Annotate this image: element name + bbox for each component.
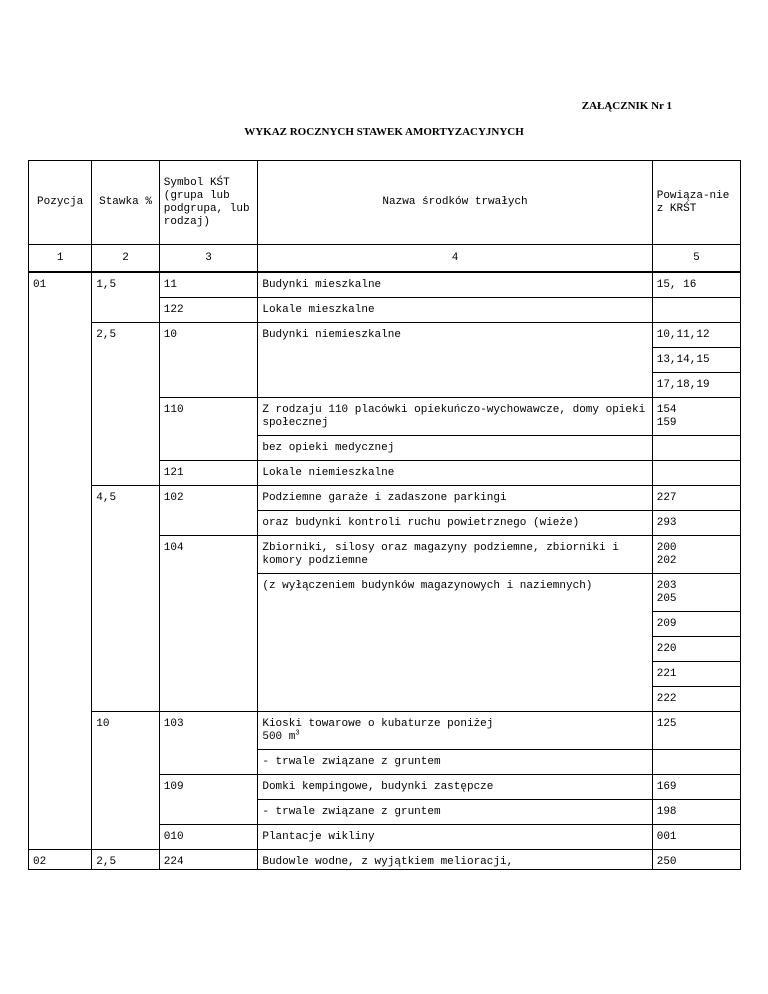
cell-powiazanie xyxy=(652,298,740,323)
table-row xyxy=(29,461,741,486)
table-row xyxy=(29,775,741,800)
cell-nazwa xyxy=(258,800,652,825)
cell-symbol xyxy=(159,486,258,511)
cell-text: 202 xyxy=(656,555,677,567)
table-row xyxy=(29,750,741,775)
cell-stawka xyxy=(92,662,159,687)
cell-stawka xyxy=(92,536,159,574)
table-row xyxy=(29,436,741,461)
cell-powiazanie xyxy=(652,825,740,850)
cell-pozycja xyxy=(29,637,92,662)
cell-symbol xyxy=(159,637,258,662)
cell-nazwa xyxy=(258,712,652,750)
cell-text: 17,18,19 xyxy=(656,379,710,391)
cell-powiazanie xyxy=(652,348,740,373)
cell-pozycja xyxy=(29,398,92,436)
cell-pozycja xyxy=(29,373,92,398)
cell-symbol xyxy=(159,712,258,750)
cell-text: 250 xyxy=(656,856,677,868)
cell-stawka xyxy=(92,373,159,398)
cell-text: Zbiorniki, silosy oraz magazyny podziemne, zbiorniki i komory podziemne xyxy=(262,542,619,567)
cell-powiazanie xyxy=(652,373,740,398)
cell-nazwa xyxy=(258,398,652,436)
cell-pozycja xyxy=(29,850,92,870)
cell-text-line2: 500 m xyxy=(262,731,296,743)
table-row xyxy=(29,486,741,511)
cell-stawka xyxy=(92,461,159,486)
cell-stawka xyxy=(92,436,159,461)
cell-nazwa xyxy=(258,436,652,461)
cell-text: Budynki niemieszkalne xyxy=(262,329,401,341)
cell-text: Plantacje wikliny xyxy=(262,831,375,843)
cell-text: 01 xyxy=(33,279,47,291)
cell-text: Podziemne garaże i zadaszone parkingi xyxy=(262,492,507,504)
cell-powiazanie xyxy=(652,637,740,662)
cell-stawka xyxy=(92,272,159,298)
cell-text: 121 xyxy=(163,467,184,479)
cell-text: 001 xyxy=(656,831,677,843)
cell-nazwa xyxy=(258,511,652,536)
header-powiazanie: Powiąza-nie z KRŚT xyxy=(652,161,740,245)
table-row xyxy=(29,712,741,750)
cell-pozycja xyxy=(29,486,92,511)
cell-text: 10 xyxy=(96,718,110,730)
cell-text: Budynki mieszkalne xyxy=(262,279,382,291)
cell-pozycja xyxy=(29,687,92,712)
cell-stawka xyxy=(92,712,159,750)
cell-stawka xyxy=(92,486,159,511)
cell-text: 2,5 xyxy=(96,856,117,868)
cell-text: 10,11,12 xyxy=(656,329,710,341)
cell-stawka xyxy=(92,323,159,348)
cell-symbol xyxy=(159,850,258,870)
cell-nazwa xyxy=(258,687,652,712)
cell-symbol xyxy=(159,662,258,687)
cell-symbol xyxy=(159,536,258,574)
cell-pozycja xyxy=(29,775,92,800)
cell-pozycja xyxy=(29,536,92,574)
cell-stawka xyxy=(92,612,159,637)
cell-powiazanie xyxy=(652,612,740,637)
cell-symbol xyxy=(159,298,258,323)
cell-nazwa xyxy=(258,750,652,775)
table-row xyxy=(29,511,741,536)
cell-powiazanie xyxy=(652,323,740,348)
cell-pozycja xyxy=(29,298,92,323)
cell-nazwa xyxy=(258,612,652,637)
cell-symbol xyxy=(159,775,258,800)
cell-text: 110 xyxy=(163,404,184,416)
cell-stawka xyxy=(92,775,159,800)
cell-powiazanie xyxy=(652,662,740,687)
cell-powiazanie xyxy=(652,712,740,750)
cell-text: 227 xyxy=(656,492,677,504)
header-symbol: Symbol KŚT (grupa lub podgrupa, lub rodzaj) xyxy=(159,161,258,245)
cell-powiazanie xyxy=(652,574,740,612)
cell-nazwa xyxy=(258,825,652,850)
cell-symbol xyxy=(159,825,258,850)
cell-nazwa xyxy=(258,323,652,348)
cell-stawka xyxy=(92,800,159,825)
cell-powiazanie xyxy=(652,775,740,800)
cell-text: 224 xyxy=(163,856,184,868)
cell-text: 103 xyxy=(163,718,184,730)
cell-nazwa xyxy=(258,486,652,511)
cell-symbol xyxy=(159,398,258,436)
cell-powiazanie xyxy=(652,436,740,461)
cell-text: - trwale związane z gruntem xyxy=(262,756,441,768)
superscript: 3 xyxy=(295,729,300,738)
table-row xyxy=(29,373,741,398)
cell-text: Lokale mieszkalne xyxy=(262,304,375,316)
column-number-5: 5 xyxy=(652,245,740,273)
table-row xyxy=(29,323,741,348)
cell-symbol xyxy=(159,461,258,486)
header-pozycja: Pozycja xyxy=(29,161,92,245)
cell-text: 125 xyxy=(656,718,677,730)
cell-text: 198 xyxy=(656,806,677,818)
cell-symbol xyxy=(159,373,258,398)
document-title-text: WYKAZ ROCZNYCH STAWEK AMORTYZACYJNYCH xyxy=(244,126,524,138)
cell-text: 200 xyxy=(656,542,677,554)
cell-powiazanie xyxy=(652,800,740,825)
cell-stawka xyxy=(92,348,159,373)
cell-pozycja xyxy=(29,511,92,536)
cell-text: 221 xyxy=(656,668,677,680)
table-row xyxy=(29,612,741,637)
cell-nazwa xyxy=(258,637,652,662)
table-row xyxy=(29,825,741,850)
column-number-1: 1 xyxy=(29,245,92,273)
cell-stawka xyxy=(92,850,159,870)
cell-text: 209 xyxy=(656,618,677,630)
annex-label: ZAŁĄCZNIK Nr 1 xyxy=(581,100,672,112)
cell-pozycja xyxy=(29,323,92,348)
cell-text: Budowle wodne, z wyjątkiem melioracji, xyxy=(262,856,514,868)
cell-text: 169 xyxy=(656,781,677,793)
cell-text: 154 xyxy=(656,404,677,416)
cell-text: 122 xyxy=(163,304,184,316)
column-number-row xyxy=(29,245,741,273)
cell-text: 159 xyxy=(656,417,677,429)
cell-powiazanie xyxy=(652,750,740,775)
header-row xyxy=(29,161,741,245)
table-row xyxy=(29,637,741,662)
cell-text: 1,5 xyxy=(96,279,117,291)
cell-powiazanie xyxy=(652,536,740,574)
cell-stawka xyxy=(92,398,159,436)
cell-text: 220 xyxy=(656,643,677,655)
cell-pozycja xyxy=(29,750,92,775)
cell-stawka xyxy=(92,574,159,612)
cell-text: 4,5 xyxy=(96,492,117,504)
column-number-3: 3 xyxy=(159,245,258,273)
cell-powiazanie xyxy=(652,850,740,870)
cell-nazwa xyxy=(258,373,652,398)
cell-symbol xyxy=(159,436,258,461)
table-row xyxy=(29,398,741,436)
cell-text: 15, 16 xyxy=(656,279,697,291)
cell-pozycja xyxy=(29,461,92,486)
column-number-4: 4 xyxy=(258,245,652,273)
cell-text: oraz budynki kontroli ruchu powietrznego (wieże) xyxy=(262,517,580,529)
cell-nazwa xyxy=(258,662,652,687)
cell-text: Z rodzaju 110 placówki opiekuńczo-wychowawcze, domy opieki społecznej xyxy=(262,404,646,429)
cell-text: 102 xyxy=(163,492,184,504)
cell-symbol xyxy=(159,612,258,637)
cell-stawka xyxy=(92,750,159,775)
table-row xyxy=(29,348,741,373)
cell-nazwa xyxy=(258,461,652,486)
cell-pozycja xyxy=(29,272,92,298)
cell-stawka xyxy=(92,825,159,850)
cell-powiazanie xyxy=(652,511,740,536)
cell-symbol xyxy=(159,687,258,712)
cell-pozycja xyxy=(29,436,92,461)
cell-text: 10 xyxy=(163,329,177,341)
table-row xyxy=(29,272,741,298)
cell-text: 109 xyxy=(163,781,184,793)
table-body xyxy=(29,272,741,870)
cell-text: 02 xyxy=(33,856,47,868)
cell-nazwa xyxy=(258,348,652,373)
cell-nazwa xyxy=(258,298,652,323)
cell-pozycja xyxy=(29,800,92,825)
cell-stawka xyxy=(92,637,159,662)
cell-nazwa xyxy=(258,272,652,298)
table-row xyxy=(29,574,741,612)
cell-stawka xyxy=(92,687,159,712)
table-row xyxy=(29,687,741,712)
cell-symbol xyxy=(159,348,258,373)
cell-powiazanie xyxy=(652,398,740,436)
cell-text: (z wyłączeniem budynków magazynowych i naziemnych) xyxy=(262,580,593,592)
cell-text: 293 xyxy=(656,517,677,529)
header-stawka: Stawka % xyxy=(92,161,159,245)
cell-stawka xyxy=(92,298,159,323)
cell-nazwa xyxy=(258,775,652,800)
cell-nazwa xyxy=(258,574,652,612)
cell-text: Lokale niemieszkalne xyxy=(262,467,395,479)
column-number-2: 2 xyxy=(92,245,159,273)
header-nazwa: Nazwa środków trwałych xyxy=(258,161,652,245)
cell-symbol xyxy=(159,272,258,298)
cell-powiazanie xyxy=(652,486,740,511)
cell-pozycja xyxy=(29,612,92,637)
cell-symbol xyxy=(159,511,258,536)
cell-pozycja xyxy=(29,825,92,850)
table-row xyxy=(29,850,741,870)
table-row xyxy=(29,662,741,687)
cell-stawka xyxy=(92,511,159,536)
cell-symbol xyxy=(159,323,258,348)
cell-text: 010 xyxy=(163,831,184,843)
cell-pozycja xyxy=(29,662,92,687)
cell-text: 2,5 xyxy=(96,329,117,341)
cell-symbol xyxy=(159,800,258,825)
cell-text: Domki kempingowe, budynki zastępcze xyxy=(262,781,494,793)
cell-nazwa xyxy=(258,536,652,574)
cell-pozycja xyxy=(29,712,92,750)
cell-text: - trwale związane z gruntem xyxy=(262,806,441,818)
cell-nazwa xyxy=(258,850,652,870)
depreciation-table xyxy=(28,160,741,870)
cell-text: 222 xyxy=(656,693,677,705)
cell-powiazanie xyxy=(652,272,740,298)
cell-text: bez opieki medycznej xyxy=(262,442,395,454)
cell-powiazanie xyxy=(652,687,740,712)
cell-symbol xyxy=(159,750,258,775)
cell-pozycja xyxy=(29,348,92,373)
cell-pozycja xyxy=(29,574,92,612)
cell-text: Kioski towarowe o kubaturze poniżej xyxy=(262,718,494,730)
cell-text: 203 xyxy=(656,580,677,592)
document-title xyxy=(0,126,768,138)
cell-text: 13,14,15 xyxy=(656,354,710,366)
cell-text: 104 xyxy=(163,542,184,554)
cell-text: 205 xyxy=(656,593,677,605)
table-row xyxy=(29,800,741,825)
table-row xyxy=(29,298,741,323)
cell-text: 11 xyxy=(163,279,177,291)
table-row xyxy=(29,536,741,574)
cell-symbol xyxy=(159,574,258,612)
cell-powiazanie xyxy=(652,461,740,486)
